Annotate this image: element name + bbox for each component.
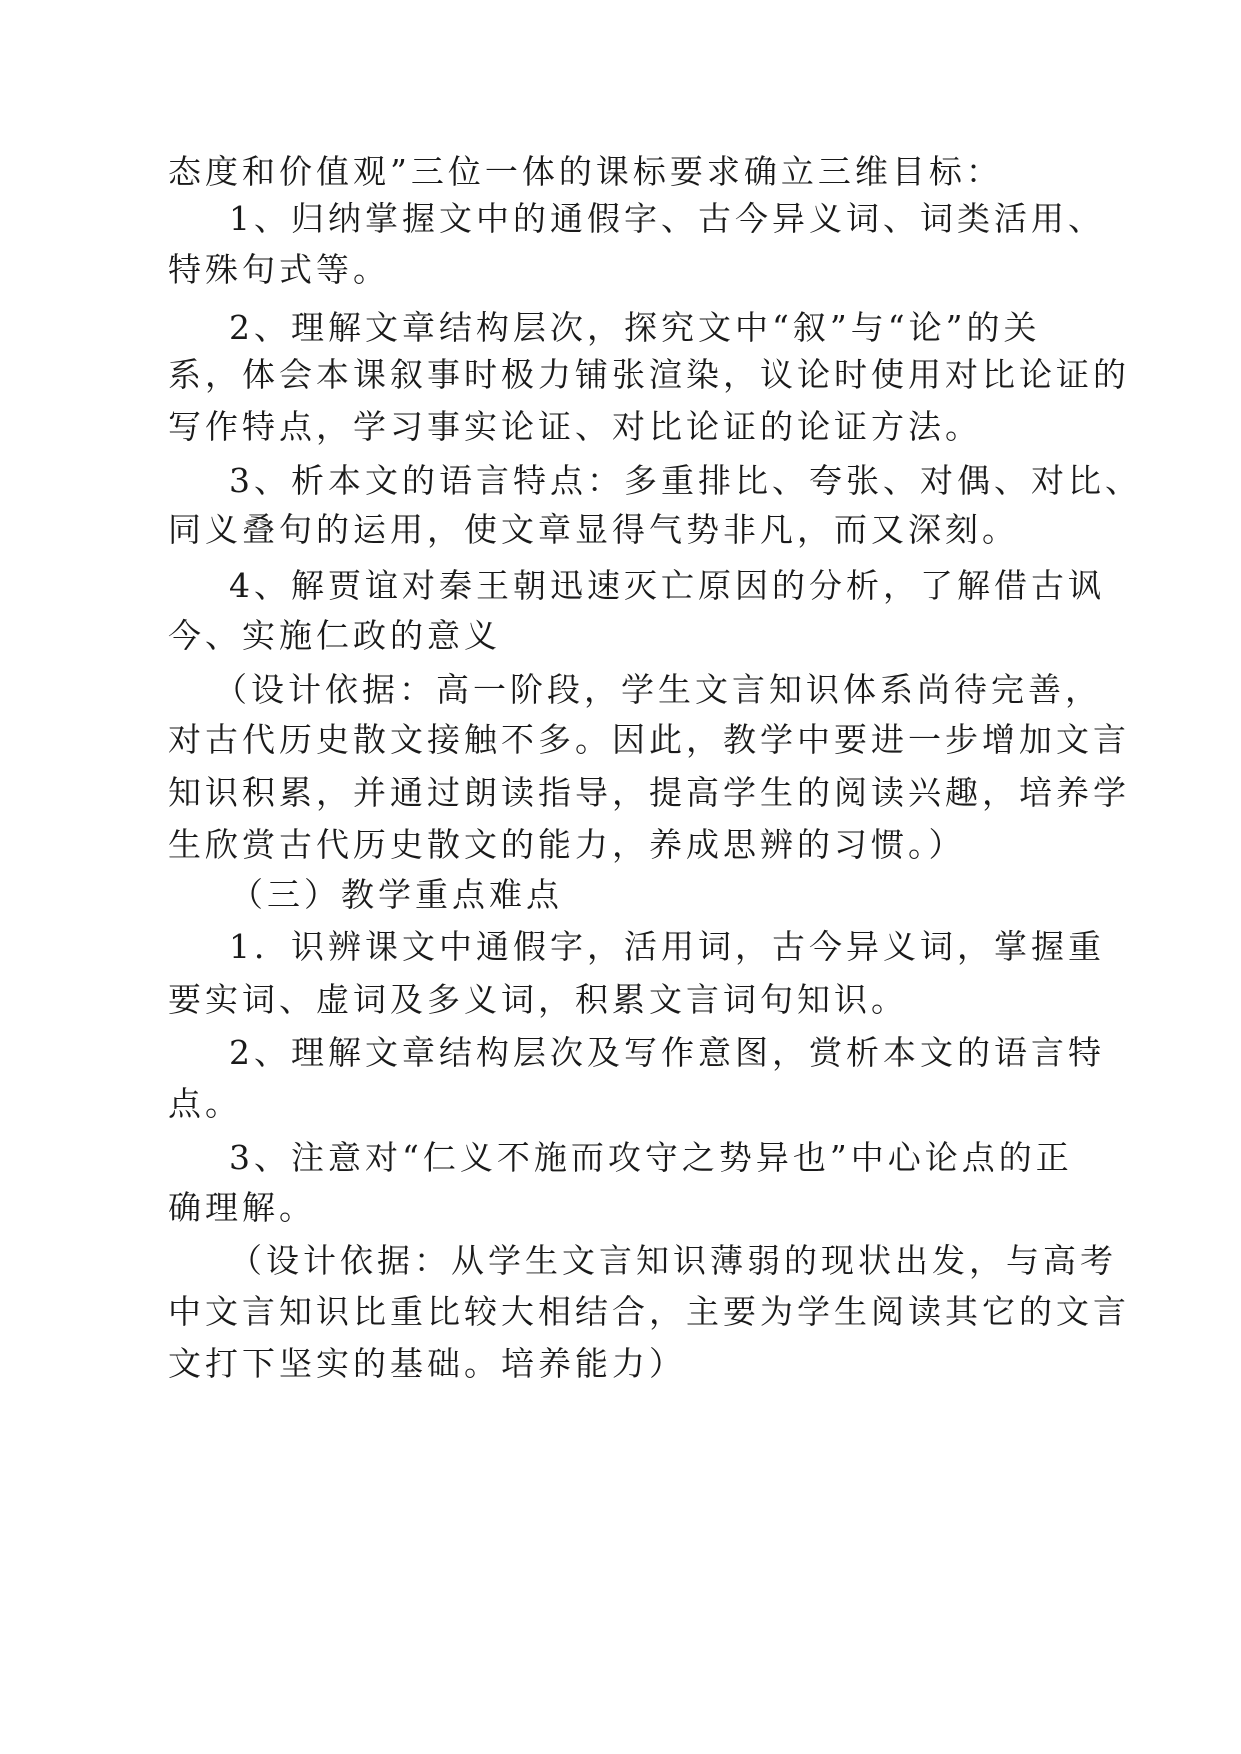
text-line: 2、理解文章结构层次，探究文中“叙”与“论”的关: [229, 308, 1041, 347]
text-line: 对古代历史散文接触不多。因此，教学中要进一步增加文言: [168, 720, 1130, 759]
text-line: 写作特点，学习事实论证、对比论证的论证方法。: [168, 407, 982, 446]
text-line: 确理解。: [168, 1188, 316, 1227]
text-line: 2、理解文章结构层次及写作意图，赏析本文的语言特: [229, 1033, 1105, 1072]
text-line: 态度和价值观”三位一体的课标要求确立三维目标：: [168, 152, 1003, 191]
text-line: 1、归纳掌握文中的通假字、古今异义词、词类活用、: [229, 199, 1105, 238]
section-heading: （三）教学重点难点: [230, 875, 563, 914]
text-line: 4、解贾谊对秦王朝迅速灭亡原因的分析，了解借古讽: [229, 566, 1105, 605]
text-line: 同义叠句的运用，使文章显得气势非凡，而又深刻。: [168, 510, 1019, 549]
text-line: 1．识辨课文中通假字，活用词，古今异义词，掌握重: [229, 927, 1105, 966]
text-line: 生欣赏古代历史散文的能力，养成思辨的习惯。）: [168, 825, 966, 864]
text-line: 特殊句式等。: [168, 250, 390, 289]
text-line: 今、实施仁政的意义: [168, 616, 501, 655]
text-line: 系，体会本课叙事时极力铺张渲染，议论时使用对比论证的: [168, 355, 1130, 394]
text-line: 要实词、虚词及多义词，积累文言词句知识。: [168, 980, 908, 1019]
text-line: （设计依据：高一阶段，学生文言知识体系尚待完善，: [214, 670, 1102, 709]
text-line: 知识积累，并通过朗读指导，提高学生的阅读兴趣，培养学: [168, 773, 1130, 812]
text-line: 3、析本文的语言特点：多重排比、夸张、对偶、对比、: [229, 461, 1142, 500]
text-line: 文打下坚实的基础。培养能力）: [168, 1344, 686, 1383]
text-line: 点。: [168, 1084, 242, 1123]
text-line: 中文言知识比重比较大相结合，主要为学生阅读其它的文言: [168, 1292, 1130, 1331]
text-line: （设计依据：从学生文言知识薄弱的现状出发，与高考: [229, 1241, 1117, 1280]
text-line: 3、注意对“仁义不施而攻守之势异也”中心论点的正: [229, 1138, 1073, 1177]
